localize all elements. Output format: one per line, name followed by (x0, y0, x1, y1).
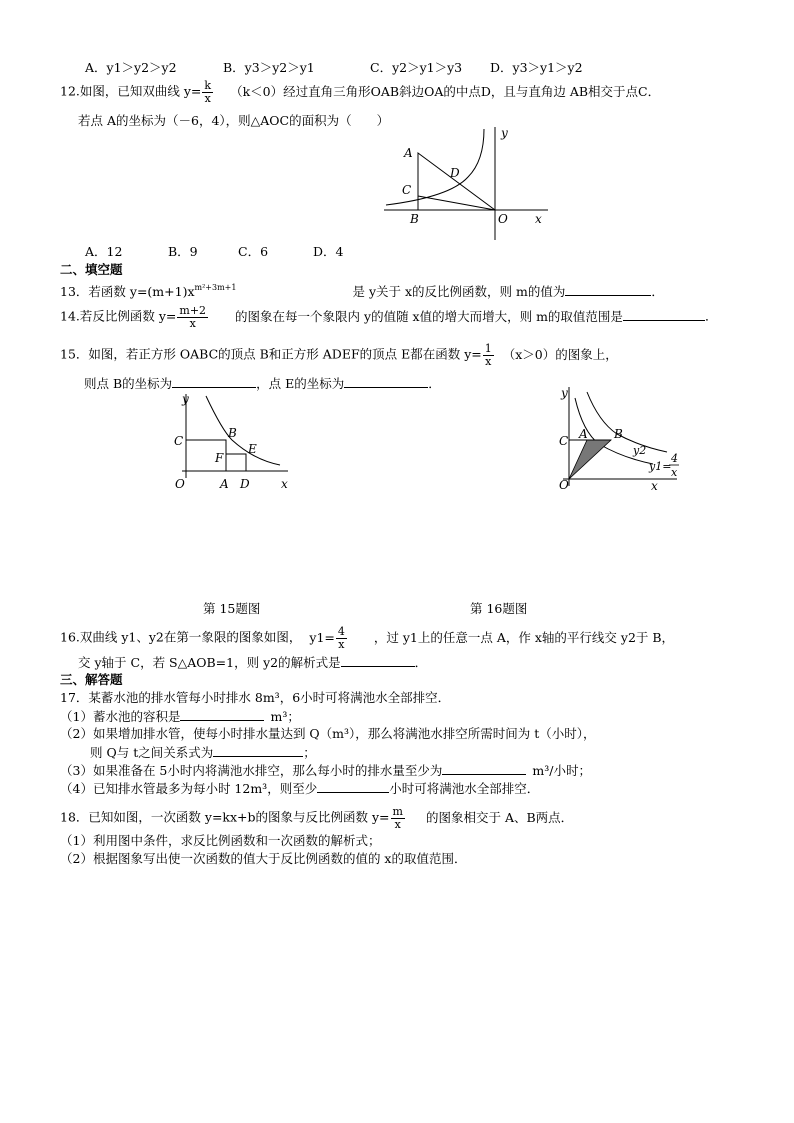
fig16-den: x (671, 466, 678, 479)
q17-p1-blank (180, 708, 264, 721)
fig16-o: O (559, 478, 569, 492)
q17-part2-line2 (90, 744, 316, 760)
q16-text-a: 16.双曲线 y1、y2在第一象限的图象如图， (60, 629, 302, 645)
q17-p2-c: ； (303, 745, 316, 760)
q15-text-a: 15．如图，若正方形 OABC的顶点 B和正方形 ADEF的顶点 E都在函数 y= (60, 346, 482, 362)
q17-stem: 17．某蓄水池的排水管每小时排水 8m³，6小时可将满池水全部排空． (60, 690, 451, 705)
section2-heading: 二、填空题 (60, 262, 123, 277)
fig16-y1: y1= (649, 460, 672, 473)
q12-fig-a: A (404, 146, 413, 160)
q12-fig-x: x (535, 212, 542, 226)
q15-line2-b: ，点 E的坐标为 (256, 376, 345, 391)
q12-fraction (202, 80, 213, 104)
q13-text-a: 13．若函数 y=(m+1)x (60, 284, 195, 299)
q12-fig-o: O (498, 212, 508, 226)
q13-answer-blank (565, 283, 651, 296)
fig15-f: F (215, 451, 224, 465)
fig15-o: O (175, 477, 185, 491)
q11-option-d: D．y3＞y1＞y2 (490, 60, 583, 75)
q12-line1 (60, 80, 660, 104)
q11-option-b: B．y3＞y2＞y1 (223, 60, 315, 75)
q18-text-b: 的图象相交于 A、B两点． (425, 809, 574, 825)
fig16-b: B (614, 427, 623, 441)
q16-y1: y1= (309, 629, 335, 645)
fig16-y: y (561, 386, 568, 400)
q12-option-a: A．12 (85, 244, 123, 259)
q15-b-blank (172, 375, 256, 388)
q15-text-b: （x＞0）的图象上， (502, 346, 618, 362)
q12-line2: 若点 A的坐标为（－6，4），则△AOC的面积为（ ） (78, 113, 390, 128)
q17-p1-a: （1）蓄水池的容积是 (60, 709, 181, 724)
q17-part2-line1: （2）如果增加排水管，使每小时排水量达到 Q（m³），那么将满池水排空所需时间为 t（小时）， (60, 726, 596, 741)
q16-text-b: ，过 y1上的任意一点 A，作 x轴的平行线交 y2于 B， (373, 629, 675, 645)
q12-number: 12. (60, 83, 80, 99)
q16-line1 (60, 626, 674, 650)
fig15-y: y (182, 392, 189, 406)
q18-frac-den: x (394, 817, 401, 831)
q17-part3 (60, 762, 591, 778)
q17-p4-blank (317, 780, 389, 793)
q14-text-a: 14.若反比例函数 y= (60, 308, 177, 324)
fig15-caption: 第 15题图 (203, 601, 261, 616)
q16-line2 (78, 654, 427, 670)
q17-p2-b: 则 Q与 t之间关系式为 (90, 745, 214, 760)
fig15-x: x (281, 477, 288, 491)
q14-frac-num: m+2 (179, 304, 207, 317)
q15-line2-a: 则点 B的坐标为 (84, 376, 173, 391)
q16-frac-den: x (338, 637, 345, 651)
q13-line (60, 283, 664, 299)
fig15-c: C (174, 434, 184, 448)
q17-p3-b: m³/小时； (532, 763, 591, 778)
section3-heading: 三、解答题 (60, 672, 123, 687)
q14-line (60, 305, 717, 329)
q15-e-blank (344, 375, 428, 388)
fig15-b: B (228, 426, 237, 440)
q12-text-a: 如图，已知双曲线 y= (79, 83, 202, 99)
q12-option-b: B．9 (168, 244, 198, 259)
q12-figure (380, 125, 555, 245)
q15-line2 (84, 375, 441, 391)
q17-p3-a: （3）如果准备在 5小时内将满池水排空，那么每小时的排水量至少为 (60, 763, 443, 778)
fig16-c: C (559, 434, 569, 448)
q18-part2: （2）根据图象写出使一次函数的值大于反比例函数的值的 x的取值范围． (60, 851, 467, 866)
q12-frac-num: k (204, 79, 212, 92)
q17-p4-a: （4）已知排水管最多为每小时 12m³，则至少 (60, 781, 318, 796)
q16-fraction (336, 626, 347, 650)
q18-fraction (391, 806, 405, 830)
q16-end: ． (414, 655, 428, 670)
q15-frac-den: x (485, 354, 492, 368)
fig16-num: 4 (671, 452, 678, 465)
q15-fraction (483, 343, 494, 367)
q13-exponent: m²+3m+1 (194, 283, 237, 292)
q15-line1 (60, 343, 618, 367)
q11-option-a: A．y1＞y2＞y2 (85, 60, 177, 75)
q18-part1: （1）利用图中条件，求反比例函数和一次函数的解析式； (60, 833, 381, 848)
q17-part1 (60, 708, 300, 724)
q17-p3-blank (442, 762, 526, 775)
fig15-d: D (240, 477, 250, 491)
q17-p1-b: m³； (270, 709, 300, 724)
fig15-figure (172, 390, 292, 495)
q12-option-c: C．6 (238, 244, 269, 259)
q12-fig-c: C (402, 183, 412, 197)
fig16-y2: y2 (633, 444, 647, 457)
fig16-figure (553, 384, 683, 494)
q12-option-d: D．4 (313, 244, 344, 259)
q11-option-c: C．y2＞y1＞y3 (370, 60, 463, 75)
q18-text-a: 18．已知如图，一次函数 y=kx+b的图象与反比例函数 y= (60, 809, 390, 825)
q17-p2-blank (213, 744, 303, 757)
q17-part4 (60, 780, 539, 796)
q13-end: ． (651, 284, 664, 299)
q17-p4-b: 小时可将满池水全部排空． (389, 781, 540, 796)
q12-fig-d: D (450, 166, 460, 180)
q14-text-b: 的图象在每一个象限内 y的值随 x值的增大而增大，则 m的取值范围是 (235, 308, 623, 324)
q14-fraction (177, 305, 208, 329)
fig16-x: x (651, 479, 658, 493)
q12-fig-b: B (410, 212, 419, 226)
q18-line1 (60, 806, 573, 830)
q16-frac-num: 4 (337, 625, 345, 638)
fig16-caption: 第 16题图 (470, 601, 528, 616)
fig15-a: A (220, 477, 229, 491)
q12-fig-y: y (501, 126, 508, 140)
fig16-a: A (579, 427, 588, 441)
q14-answer-blank (623, 308, 705, 321)
q15-frac-num: 1 (484, 342, 492, 355)
q12-text-b: （k＜0）经过直角三角形OAB斜边OA的中点D，且与直角边 AB相交于点C． (230, 83, 661, 99)
q15-end: ． (428, 376, 441, 391)
fig15-e: E (248, 442, 257, 456)
q13-text-b: 是 y关于 x的反比例函数，则 m的值为 (352, 284, 566, 299)
q12-frac-den: x (204, 91, 211, 105)
q14-frac-den: x (189, 316, 196, 330)
q16-answer-blank (341, 654, 415, 667)
q14-end: ． (704, 308, 718, 324)
q18-frac-num: m (392, 805, 403, 818)
q16-line2-a: 交 y轴于 C，若 S△AOB=1，则 y2的解析式是 (78, 655, 341, 670)
